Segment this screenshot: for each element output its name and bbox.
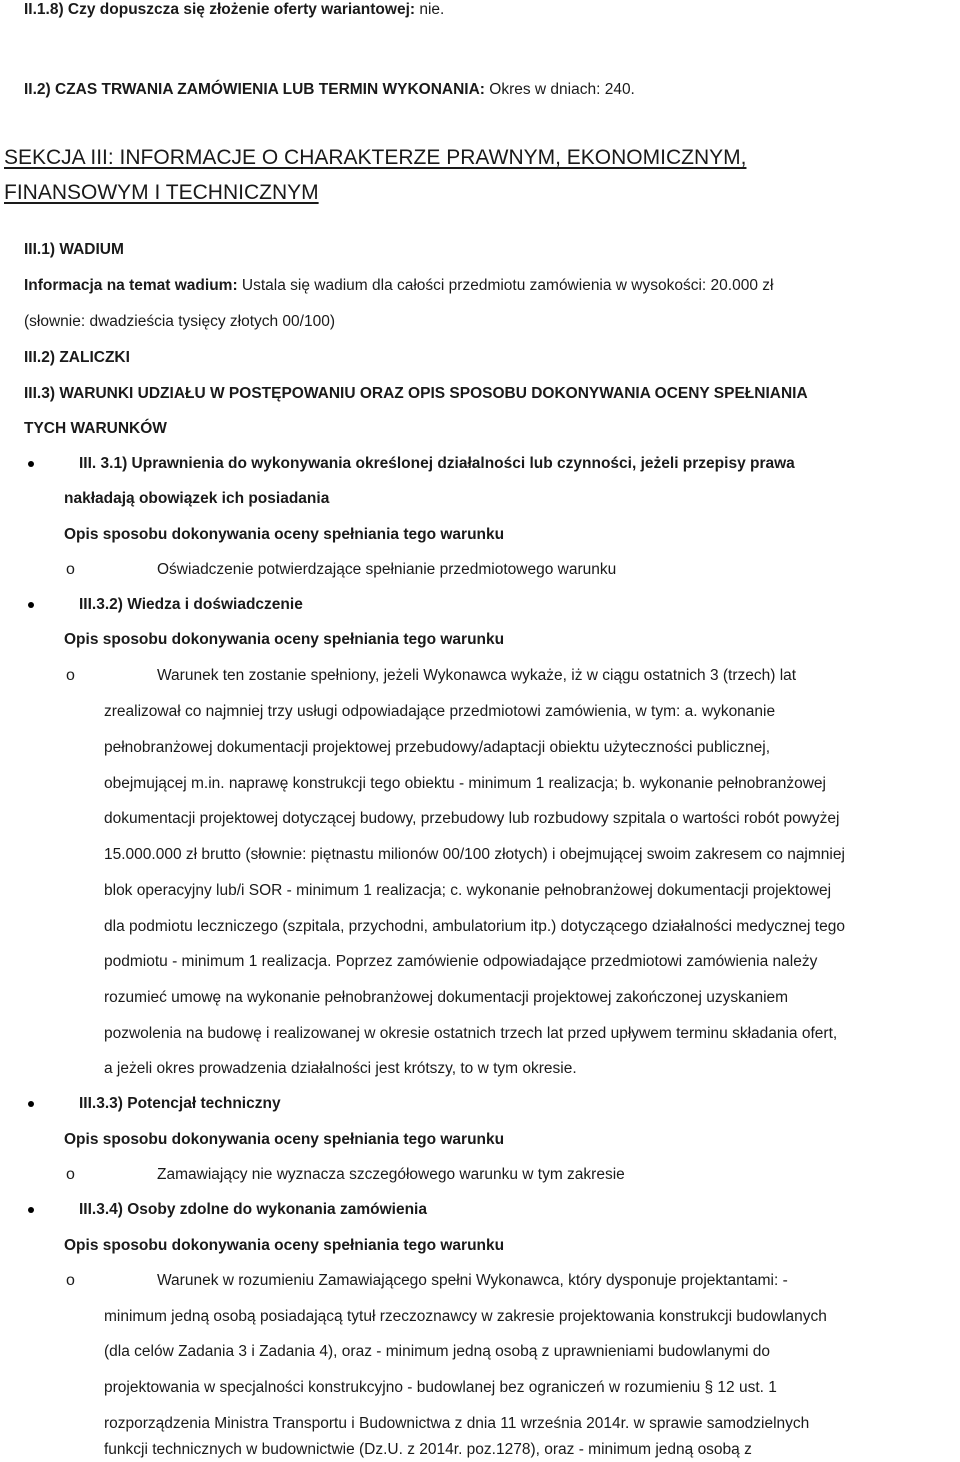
section-heading-line2: FINANSOWYM I TECHNICZNYM xyxy=(4,181,319,204)
condition-3-2-title: III.3.2) Wiedza i doświadczenie xyxy=(79,596,303,613)
condition-3-3-assessment-text: Zamawiający nie wyznacza szczegółowego warunku w tym zakresie xyxy=(157,1166,625,1183)
sub-bullet-marker: o xyxy=(66,1272,75,1289)
condition-3-2-text-line6: 15.000.000 zł brutto (słownie: piętnastu milionów 00/100 złotych) i obejmującej swoim zakresem co najmniej xyxy=(104,846,845,863)
bullet-icon xyxy=(28,1101,34,1107)
bullet-icon xyxy=(28,461,34,467)
condition-3-2-text-line2: zrealizował co najmniej trzy usługi odpowiadające przedmiotowi zamówienia, w tym: a. wykonanie xyxy=(104,703,776,720)
section-heading-line1: SEKCJA III: INFORMACJE O CHARAKTERZE PRAWNYM, EKONOMICZNYM, xyxy=(4,146,747,169)
condition-3-2-text-line9: podmiotu - minimum 1 realizacja. Poprzez zamówienie odpowiadające przedmiotowi zamówienia należy xyxy=(104,953,818,970)
wadium-info-label: Informacja na temat wadium: xyxy=(24,277,238,294)
duration-row xyxy=(24,80,635,100)
condition-3-4-assessment-label: Opis sposobu dokonywania oceny spełniania tego warunku xyxy=(64,1237,505,1254)
condition-3-2-text-line1: Warunek ten zostanie spełniony, jeżeli Wykonawca wykaże, iż w ciągu ostatnich 3 (trzech) lat xyxy=(157,667,797,684)
condition-3-2-text-line3: pełnobranżowej dokumentacji projektowej przebudowy/adaptacji obiektu użyteczności publicznej, xyxy=(104,739,771,756)
wadium-info-value: Ustala się wadium dla całości przedmiotu zamówienia w wysokości: 20.000 zł xyxy=(241,277,774,294)
condition-3-3-title: III.3.3) Potencjał techniczny xyxy=(79,1095,281,1112)
condition-3-2-assessment-label: Opis sposobu dokonywania oceny spełniania tego warunku xyxy=(64,631,505,648)
conditions-heading-line1: III.3) WARUNKI UDZIAŁU W POSTĘPOWANIU ORAZ OPIS SPOSOBU DOKONYWANIA OCENY SPEŁNIANIA xyxy=(24,385,808,402)
condition-3-1-title-line2: nakładają obowiązek ich posiadania xyxy=(64,490,330,507)
condition-3-2-text-line8: dla podmiotu leczniczego (szpitala, przychodni, ambulatorium itp.) dotyczącego działalności medycznej tego xyxy=(104,918,845,935)
condition-3-2-text-line10: rozumieć umowę na wykonanie pełnobranżowej dokumentacji projektowej zakończonej uzyskaniem xyxy=(104,989,789,1006)
condition-3-4-text-line1: Warunek w rozumieniu Zamawiającego spełni Wykonawca, który dysponuje projektantami: - xyxy=(157,1272,788,1289)
duration-value: Okres w dniach: 240. xyxy=(489,81,635,98)
condition-3-4-text-line5: rozporządzenia Ministra Transportu i Budownictwa z dnia 11 września 2014r. w sprawie samodzielnych xyxy=(104,1415,810,1432)
sub-bullet-marker: o xyxy=(66,561,75,578)
condition-3-4-text-line2: minimum jedną osobą posiadającą tytuł rzeczoznawcy w zakresie projektowania konstrukcji budowlanych xyxy=(104,1308,827,1325)
bullet-icon xyxy=(28,1207,34,1213)
duration-label: II.2) CZAS TRWANIA ZAMÓWIENIA LUB TERMIN WYKONANIA: xyxy=(24,81,485,98)
sub-bullet-marker: o xyxy=(66,667,75,684)
sub-bullet-marker: o xyxy=(66,1166,75,1183)
condition-3-2-text-line12: a jeżeli okres prowadzenia działalności jest krótszy, to w tym okresie. xyxy=(104,1060,577,1077)
wadium-heading: III.1) WADIUM xyxy=(24,241,124,258)
wadium-words: (słownie: dwadzieścia tysięcy złotych 00/100) xyxy=(24,313,335,330)
advances-heading: III.2) ZALICZKI xyxy=(24,349,130,366)
condition-3-3-assessment-label: Opis sposobu dokonywania oceny spełniania tego warunku xyxy=(64,1131,505,1148)
variant-offer-value: nie. xyxy=(419,1,445,18)
condition-3-1-title-line1: III. 3.1) Uprawnienia do wykonywania określonej działalności lub czynności, jeżeli przepisy prawa xyxy=(79,455,795,472)
condition-3-4-text-line3: (dla celów Zadania 3 i Zadania 4), oraz - minimum jedną osobą z uprawnieniami budowlanymi do xyxy=(104,1343,770,1360)
wadium-info-row xyxy=(24,276,773,296)
variant-offer-label: II.1.8) Czy dopuszcza się złożenie oferty wariantowej: xyxy=(24,1,416,18)
bullet-icon xyxy=(28,602,34,608)
condition-3-2-text-line11: pozwolenia na budowę i realizowanej w okresie ostatnich trzech lat przed upływem terminu składania ofert, xyxy=(104,1025,838,1042)
variant-offer-row xyxy=(24,0,444,20)
condition-3-1-assessment-text: Oświadczenie potwierdzające spełnianie przedmiotowego warunku xyxy=(157,561,617,578)
condition-3-2-text-line7: blok operacyjny lub/i SOR - minimum 1 realizacja; c. wykonanie pełnobranżowej dokumentacji projektowej xyxy=(104,882,832,899)
conditions-heading-line2: TYCH WARUNKÓW xyxy=(24,420,167,437)
condition-3-1-assessment-label: Opis sposobu dokonywania oceny spełniania tego warunku xyxy=(64,526,505,543)
condition-3-4-title: III.3.4) Osoby zdolne do wykonania zamówienia xyxy=(79,1201,427,1218)
condition-3-2-text-line4: obejmującej m.in. naprawę konstrukcji tego obiektu - minimum 1 realizacja; b. wykonanie pełnobranżowej xyxy=(104,775,826,792)
condition-3-4-text-line4: projektowania w specjalności konstrukcyjno - budowlanej bez ograniczeń w rozumieniu § 12 ust. 1 xyxy=(104,1379,777,1396)
condition-3-2-text-line5: dokumentacji projektowej dotyczącej budowy, przebudowy lub rozbudowy szpitala o wartości robót powyżej xyxy=(104,810,840,827)
condition-3-4-text-line6: funkcji technicznych w budownictwie (Dz.U. z 2014r. poz.1278), oraz - minimum jedną osobą z xyxy=(104,1441,752,1458)
